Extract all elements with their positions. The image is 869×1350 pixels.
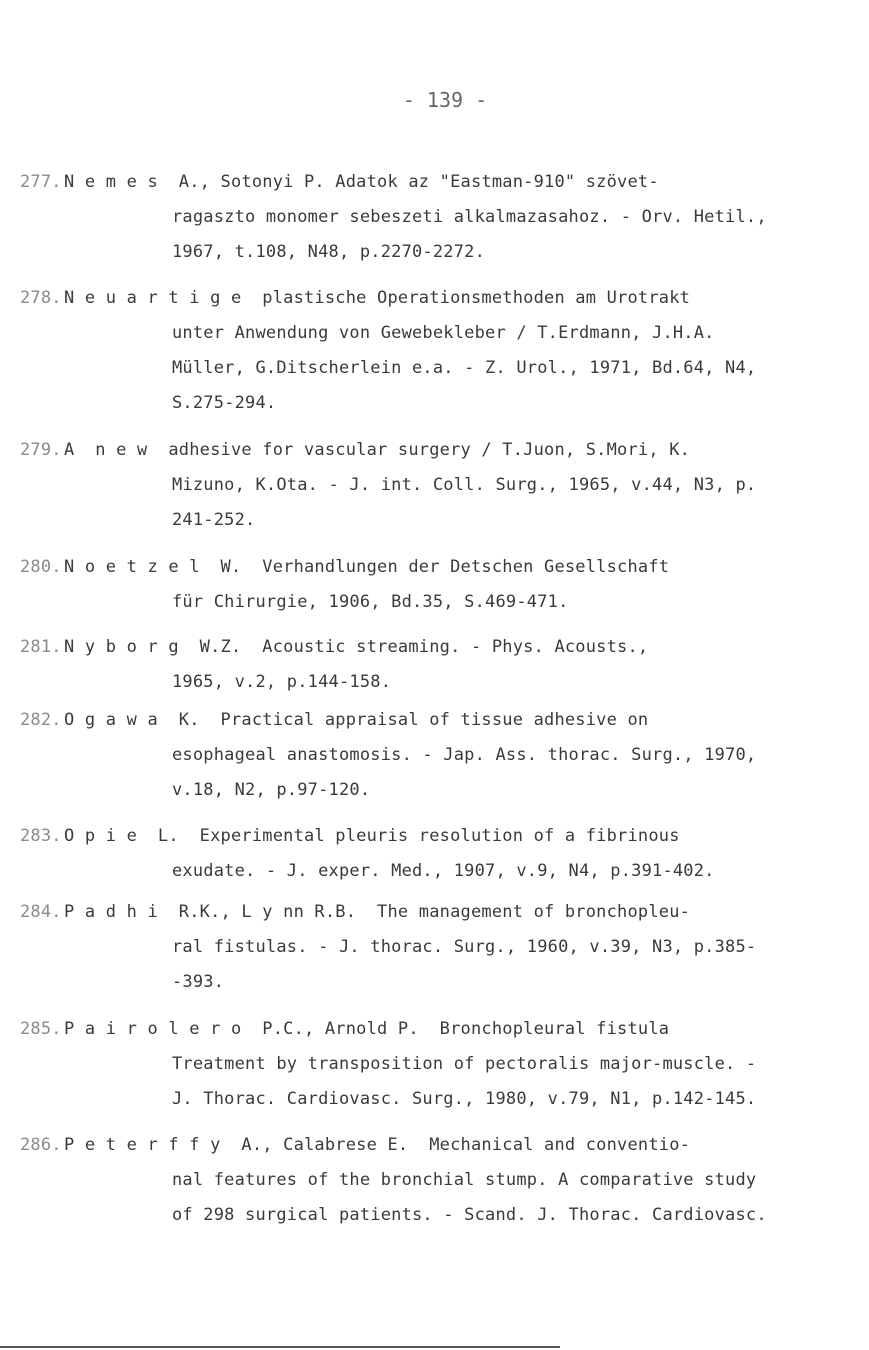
- page-number: - 139 -: [402, 88, 488, 112]
- page-bottom-edge: [0, 1346, 560, 1348]
- entry-line: nal features of the bronchial stump. A comparative study: [172, 1170, 757, 1190]
- entry-line: N e m e s A., Sotonyi P. Adatok az "Eastman-910" szövet-: [64, 172, 659, 192]
- entry-number: 279.: [20, 440, 62, 460]
- entry-line: P e t e r f f y A., Calabrese E. Mechanical and conventio-: [64, 1135, 691, 1155]
- entry-line: exudate. - J. exper. Med., 1907, v.9, N4, p.391-402.: [172, 861, 715, 881]
- entry-line: ral fistulas. - J. thorac. Surg., 1960, v.39, N3, p.385-: [172, 937, 757, 957]
- entry-line: esophageal anastomosis. - Jap. Ass. thorac. Surg., 1970,: [172, 745, 757, 765]
- entry-line: 241-252.: [172, 510, 256, 530]
- entry-line: v.18, N2, p.97-120.: [172, 780, 371, 800]
- entry-number: 280.: [20, 557, 62, 577]
- entry-line: -393.: [172, 972, 225, 992]
- entry-line: A n e w adhesive for vascular surgery / T.Juon, S.Mori, K.: [64, 440, 691, 460]
- entry-line: N e u a r t i g e plastische Operationsmethoden am Urotrakt: [64, 288, 691, 308]
- entry-line: P a i r o l e r o P.C., Arnold P. Bronchopleural fistula: [64, 1019, 670, 1039]
- entry-line: 1965, v.2, p.144-158.: [172, 672, 392, 692]
- entry-number: 285.: [20, 1019, 62, 1039]
- entry-line: N o e t z e l W. Verhandlungen der Detschen Gesellschaft: [64, 557, 670, 577]
- entry-line: unter Anwendung von Gewebekleber / T.Erdmann, J.H.A.: [172, 323, 715, 343]
- entry-number: 282.: [20, 710, 62, 730]
- entry-line: S.275-294.: [172, 393, 277, 413]
- entry-line: O g a w a K. Practical appraisal of tissue adhesive on: [64, 710, 649, 730]
- entry-line: P a d h i R.K., L y nn R.B. The management of bronchopleu-: [64, 902, 691, 922]
- entry-line: O p i e L. Experimental pleuris resolution of a fibrinous: [64, 826, 680, 846]
- entry-line: Müller, G.Ditscherlein e.a. - Z. Urol., 1971, Bd.64, N4,: [172, 358, 757, 378]
- entry-line: 1967, t.108, N48, p.2270-2272.: [172, 242, 486, 262]
- entry-number: 286.: [20, 1135, 62, 1155]
- entry-line: Treatment by transposition of pectoralis major-muscle. -: [172, 1054, 757, 1074]
- entry-number: 284.: [20, 902, 62, 922]
- entry-line: Mizuno, K.Ota. - J. int. Coll. Surg., 1965, v.44, N3, p.: [172, 475, 757, 495]
- entry-line: N y b o r g W.Z. Acoustic streaming. - Phys. Acousts.,: [64, 637, 649, 657]
- entry-number: 277.: [20, 172, 62, 192]
- entry-line: of 298 surgical patients. - Scand. J. Thorac. Cardiovasc.: [172, 1205, 767, 1225]
- entry-number: 278.: [20, 288, 62, 308]
- entry-line: für Chirurgie, 1906, Bd.35, S.469-471.: [172, 592, 569, 612]
- entry-line: ragaszto monomer sebeszeti alkalmazasahoz. - Orv. Hetil.,: [172, 207, 767, 227]
- entry-line: J. Thorac. Cardiovasc. Surg., 1980, v.79, N1, p.142-145.: [172, 1089, 757, 1109]
- entry-number: 283.: [20, 826, 62, 846]
- entry-number: 281.: [20, 637, 62, 657]
